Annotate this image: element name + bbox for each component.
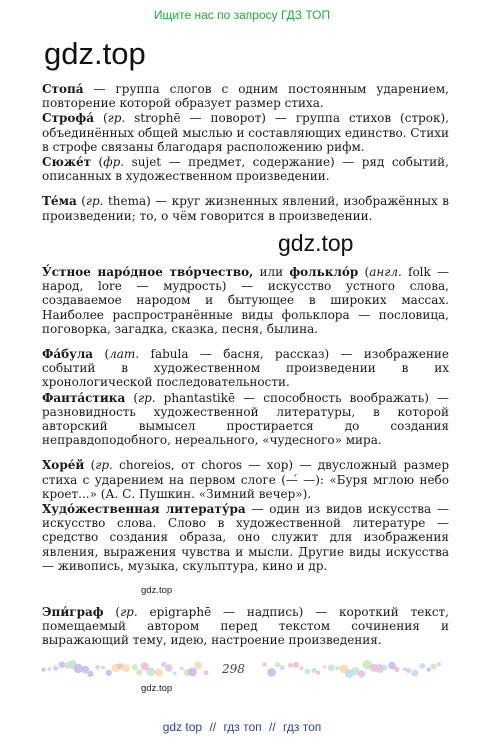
entry-definition: sujet — предмет, содержание) — ряд событий, описанных в художественном произведении.: [42, 155, 449, 184]
decorative-dot: [305, 669, 311, 675]
decorative-dot: [165, 664, 173, 672]
decorative-dot: [358, 670, 365, 677]
entry-definition: strophē — поворот) — группа стихов (строк), объединённых общей мыслью и составляющих единство. Стихи в строфе связаны благодаря расположению рифм.: [42, 111, 449, 154]
link-separator: //: [269, 720, 276, 734]
watermark-small: gdz.top: [141, 585, 173, 596]
decorative-dot: [275, 662, 280, 667]
link-gdz-top-ru-2[interactable]: гдз топ: [283, 720, 322, 734]
decorative-dot: [316, 671, 320, 675]
decorative-dot: [101, 665, 105, 669]
glossary-entry: Фа́була (лат. fabula — басня, рассказ) — изображение событий в художественном произведении в их хронологической последовательности.: [42, 347, 450, 390]
entry-definition: — группа слогов с одним постоянным ударением, повторение которой образует размер стиха.: [42, 82, 449, 111]
decorative-dot: [394, 667, 399, 672]
entry-origin: гр.: [107, 111, 126, 126]
decorative-dot: [381, 664, 387, 670]
decorative-dot: [173, 672, 177, 676]
watermark-logo: gdz.top: [44, 36, 146, 71]
entry-origin: англ.: [369, 265, 402, 279]
decorative-dot: [323, 665, 327, 669]
decorative-dot: [427, 668, 431, 672]
decorative-dot: [155, 669, 163, 677]
decorative-dot: [194, 662, 202, 670]
glossary-entry: У́стное наро́дное тво́рчество, или фолькло́р (англ. folk — народ, lore — мудрость) — искусство устного слова, создаваемое народом и бытующее в широких массах. Наиболее распространённые виды фольклора — пословица, поговорка, загадка, сказка, песня, былина.: [42, 265, 450, 336]
decorative-dot: [262, 662, 266, 666]
entry-origin: гр.: [138, 390, 156, 405]
decorative-dot: [430, 664, 436, 670]
entry-definition: fabula — басня, рассказ) — изображение событий в художественном произведении в их хронологической последовательности.: [42, 347, 450, 390]
decorative-dot: [146, 667, 155, 676]
entry-term: У́стное наро́дное тво́рчество,: [42, 265, 254, 279]
entry-definition: phantastikē — способность воображать) — разновидность художественной литературы, в которой авторский вымысел простирается до создания неправдоподобного, нереального, «чудесного» мира.: [42, 390, 449, 448]
decorative-dot: [59, 661, 66, 668]
entry-origin: гр.: [120, 605, 138, 619]
top-banner[interactable]: Ищите нас по запросу ГДЗ ТОП: [153, 8, 331, 22]
entry-definition: thema) — круг жизненных явлений, изображённых в произведении; то, о чём говорится в произведении.: [42, 194, 450, 223]
bottom-links: [0, 720, 484, 734]
entry-term: Фанта́стика: [42, 390, 126, 405]
entry-origin: гр.: [85, 194, 104, 209]
decorative-dot: [136, 669, 142, 675]
glossary-entry: [42, 82, 449, 110]
glossary-entry: [42, 502, 449, 573]
decorative-dot: [132, 664, 138, 670]
glossary-entry: Строфа́ (гр. strophē — поворот) — группа стихов (строк), объединённых общей мыслью и составляющих единство. Стихи в строфе связаны благодаря расположению рифм.: [42, 111, 449, 154]
entry-origin: лат.: [109, 347, 140, 362]
entry-definition: — один из видов искусства — искусство слова. Слово в художественной литературе — средство создания образа, оно служит для изображения явления, выражения чувства и мысли. Другие виды искусства — живопись, музыка, скульптура, кино и др.: [42, 502, 449, 573]
decorative-dot: [53, 665, 58, 670]
link-gdz-top[interactable]: gdz top: [162, 720, 203, 734]
decorative-dot: [203, 670, 208, 675]
glossary-block: [42, 82, 449, 223]
decorative-dot: [420, 663, 426, 669]
watermark-logo-mid: gdz.top: [278, 230, 354, 256]
decorative-dot: [47, 667, 51, 671]
entry-term: Хоре́й: [42, 458, 85, 473]
watermark-small: gdz.top: [141, 683, 173, 694]
glossary-entry: Те́ма (гр. thema) — круг жизненных явлений, изображённых в произведении; то, о чём говорится в произведении.: [42, 194, 450, 223]
glossary-entry: Хоре́й (гр. choreios, от choros — хор) — двусложный размер стиха с ударением на первом слоге (—́ —): «Буря мглою небо кроет...» (А. С. Пушкин. «Зимний вечер»).: [42, 458, 449, 501]
decorative-dot: [188, 667, 197, 676]
entry-term: Сюже́т: [42, 155, 92, 170]
glossary-entry: Фанта́стика (гр. phantastikē — способность воображать) — разновидность художественной литературы, в которой авторский вымысел простирается до создания неправдоподобного, нереального, «чудесного» мира.: [42, 390, 449, 448]
page-number: 298: [222, 662, 245, 676]
entry-term: Те́ма: [42, 194, 77, 209]
decorative-dot: [328, 664, 335, 671]
decorative-dot: [411, 669, 418, 676]
entry-term: Стопа́: [42, 82, 84, 96]
link-gdz-top-ru[interactable]: гдз топ: [223, 720, 262, 734]
entry-definition: folk — народ, lore — мудрость) — искусство устного слова, создаваемое народом и бытующее в широких массах. Наиболее распространённые виды фольклора — пословица, поговорка, загадка, сказка, песня, былина.: [42, 265, 450, 336]
entry-definition: epigraphē — надпись) — короткий текст, помещаемый автором перед текстом сочинения и выражающий тему, идею, настроение произведения.: [42, 605, 449, 648]
decorative-dot: [293, 662, 299, 668]
decorative-dot: [122, 664, 130, 672]
glossary-block-3: [42, 605, 449, 648]
decorative-dot: [41, 667, 45, 671]
entry-origin: гр.: [95, 458, 113, 473]
entry-term: Эпи́граф: [42, 605, 104, 619]
decorative-dot: [180, 666, 184, 670]
decorative-dot: [87, 671, 93, 677]
link-separator: //: [209, 720, 217, 734]
decorative-dot: [95, 665, 100, 670]
entry-connector: или: [253, 265, 290, 279]
entry-origin: фр.: [103, 155, 125, 170]
decorative-dot: [312, 668, 317, 673]
decorative-dot: [106, 670, 112, 676]
entry-term-alt: фолькло́р: [289, 265, 359, 279]
glossary-block-2: [42, 265, 449, 573]
decorative-dot: [406, 668, 411, 673]
decorative-dot: [267, 668, 276, 677]
entry-definition: choreios, от choros — хор) — двусложный размер стиха с ударением на первом слоге (—́ —): «Буря мглою небо кроет...» (А. С. Пушкин. «Зимний вечер»).: [42, 458, 449, 501]
decorative-dot: [280, 665, 285, 670]
glossary-entry: Сюже́т (фр. sujet — предмет, содержание) — ряд событий, описанных в художественном произведении.: [42, 155, 449, 184]
entry-term: Строфа́: [42, 111, 94, 126]
decorative-dot: [300, 666, 304, 670]
decorative-dot: [437, 662, 441, 666]
entry-term: Фа́була: [42, 347, 94, 362]
glossary-entry: Эпи́граф (гр. epigraphē — надпись) — короткий текст, помещаемый автором перед текстом сочинения и выражающий тему, идею, настроение произведения.: [42, 605, 449, 648]
entry-term: Худо́жественная литерату́ра: [42, 502, 246, 517]
decorative-dot: [288, 663, 293, 668]
decorative-dot: [335, 666, 339, 670]
